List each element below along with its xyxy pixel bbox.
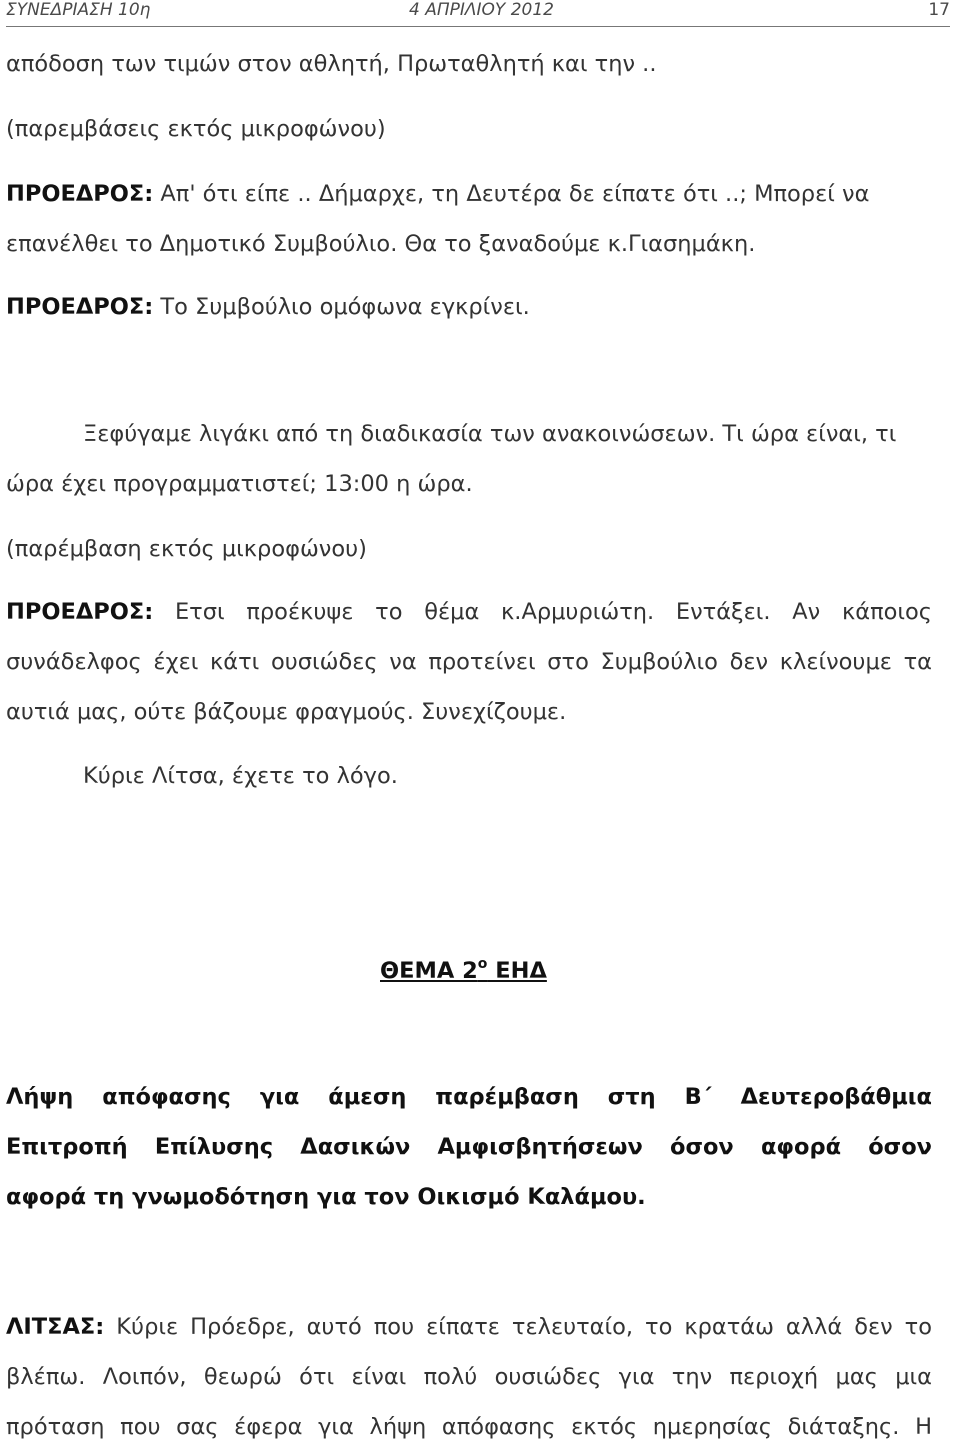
theme-description-line: Επιτροπή Επίλυσης Δασικών Αμφισβητήσεων όσον αφορά όσον [6,1134,932,1160]
speech-text: Κύριε Πρόεδρε, αυτό που είπατε τελευταίο, το κρατάω αλλά δεν το [116,1314,932,1340]
paragraph-line: Ξεφύγαμε λιγάκι από τη διαδικασία των ανακοινώσεων. Τι ώρα είναι, τι [83,421,897,447]
page-header [6,0,950,27]
speaker-label: ΠΡΟΕΔΡΟΣ: [6,181,154,207]
theme-description-line: αφορά τη γνωμοδότηση για τον Οικισμό Καλάμου. [6,1184,646,1210]
paragraph-line: πρόταση που σας έφερα για λήψη απόφασης εκτός ημερησίας διάταξης. Η [6,1414,932,1440]
intervention-note: (παρέμβαση εκτός μικροφώνου) [6,536,367,562]
speech-text: Απ' ότι είπε .. Δήμαρχε, τη Δευτέρα δε είπατε ότι ..; Μπορεί να [160,181,870,207]
paragraph-line: επανέλθει το Δημοτικό Συμβούλιο. Θα το ξαναδούμε κ.Γιασημάκη. [6,231,756,257]
speaker-line [6,180,869,208]
speaker-label: ΠΡΟΕΔΡΟΣ: [6,294,154,320]
speaker-line [6,1313,932,1341]
intervention-note: (παρεμβάσεις εκτός μικροφώνου) [6,116,386,142]
header-date: 4 ΑΠΡΙΛΙΟΥ 2012 [409,0,554,20]
speech-text: Ετσι προέκυψε το θέμα κ.Αρμυριώτη. Εντάξει. Αν κάποιος [174,599,932,625]
speaker-line [6,598,932,626]
header-page-number: 17 [928,0,950,20]
speech-text: Το Συμβούλιο ομόφωνα εγκρίνει. [160,294,530,320]
speaker-line [6,293,530,321]
paragraph-line: απόδοση των τιμών στον αθλητή, Πρωταθλητή και την .. [6,51,657,77]
theme-description-line: Λήψη απόφασης για άμεση παρέμβαση στη Β΄ Δευτεροβάθμια [6,1084,932,1110]
paragraph-line: αυτιά μας, ούτε βάζουμε φραγμούς. Συνεχίζουμε. [6,699,567,725]
speaker-label: ΛΙΤΣΑΣ: [6,1314,105,1340]
paragraph-line: Κύριε Λίτσα, έχετε το λόγο. [83,763,398,789]
theme-title-suffix: ΕΗΔ [487,958,547,984]
paragraph-line: βλέπω. Λοιπόν, θεωρώ ότι είναι πολύ ουσιώδες για την περιοχή μας μια [6,1364,932,1390]
paragraph-line: ώρα έχει προγραμματιστεί; 13:00 η ώρα. [6,471,473,497]
theme-title [380,957,547,985]
paragraph-line: συνάδελφος έχει κάτι ουσιώδες να προτείνει στο Συμβούλιο δεν κλείνουμε τα [6,649,932,675]
theme-title-ordinal: ο [477,956,488,972]
speaker-label: ΠΡΟΕΔΡΟΣ: [6,599,154,625]
theme-title-text: ΘΕΜΑ 2 [380,958,478,984]
header-session: ΣΥΝΕΔΡΙΑΣΗ 10η [6,0,151,20]
